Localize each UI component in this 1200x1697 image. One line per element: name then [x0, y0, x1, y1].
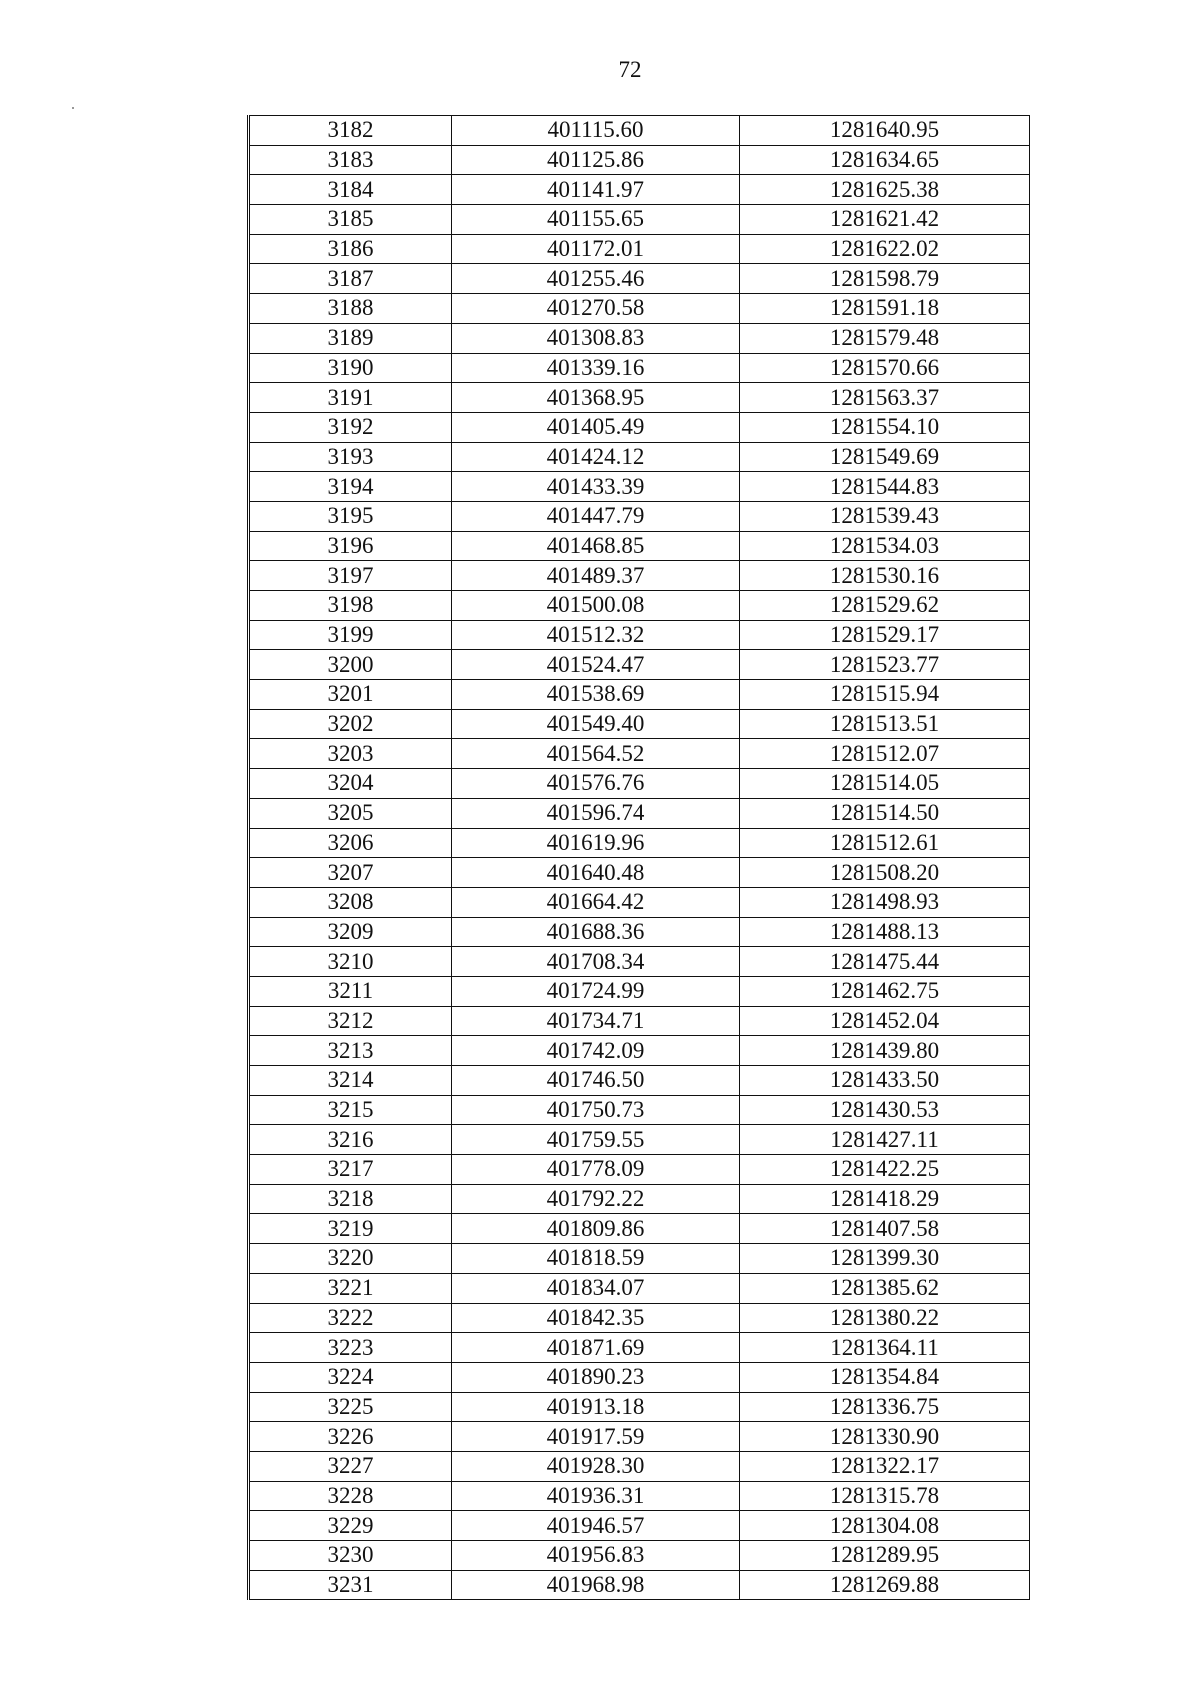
table-row [249, 709, 1030, 739]
table-row [249, 1392, 1030, 1422]
table-row [249, 1511, 1030, 1541]
y-coordinate-cell: 1281539.43 [740, 501, 1030, 531]
x-coordinate-cell: 401842.35 [452, 1303, 740, 1333]
table-row [249, 294, 1030, 324]
y-coordinate-cell: 1281549.69 [740, 442, 1030, 472]
y-coordinate-cell: 1281508.20 [740, 858, 1030, 888]
y-coordinate-cell: 1281418.29 [740, 1184, 1030, 1214]
y-coordinate-cell: 1281544.83 [740, 472, 1030, 502]
x-coordinate-cell: 401339.16 [452, 353, 740, 383]
point-number-cell: 3204 [249, 769, 452, 799]
x-coordinate-cell: 401447.79 [452, 501, 740, 531]
x-coordinate-cell: 401405.49 [452, 412, 740, 442]
point-number-cell: 3205 [249, 798, 452, 828]
point-number-cell: 3192 [249, 412, 452, 442]
table-row [249, 1155, 1030, 1185]
x-coordinate-cell: 401809.86 [452, 1214, 740, 1244]
table-row [249, 1451, 1030, 1481]
y-coordinate-cell: 1281380.22 [740, 1303, 1030, 1333]
point-number-cell: 3231 [249, 1570, 452, 1600]
table-row [249, 917, 1030, 947]
point-number-cell: 3224 [249, 1362, 452, 1392]
point-number-cell: 3188 [249, 294, 452, 324]
point-number-cell: 3211 [249, 976, 452, 1006]
table-row [249, 264, 1030, 294]
x-coordinate-cell: 401688.36 [452, 917, 740, 947]
y-coordinate-cell: 1281598.79 [740, 264, 1030, 294]
table-row [249, 1570, 1030, 1600]
point-number-cell: 3185 [249, 205, 452, 235]
table-row [249, 1184, 1030, 1214]
y-coordinate-cell: 1281579.48 [740, 323, 1030, 353]
y-coordinate-cell: 1281591.18 [740, 294, 1030, 324]
coordinates-table-body [249, 116, 1030, 1600]
point-number-cell: 3184 [249, 175, 452, 205]
point-number-cell: 3197 [249, 561, 452, 591]
table-row [249, 1541, 1030, 1571]
y-coordinate-cell: 1281364.11 [740, 1333, 1030, 1363]
point-number-cell: 3198 [249, 591, 452, 621]
y-coordinate-cell: 1281452.04 [740, 1006, 1030, 1036]
table-row [249, 205, 1030, 235]
point-number-cell: 3229 [249, 1511, 452, 1541]
x-coordinate-cell: 401538.69 [452, 680, 740, 710]
x-coordinate-cell: 401308.83 [452, 323, 740, 353]
point-number-cell: 3195 [249, 501, 452, 531]
table-row [249, 1244, 1030, 1274]
table-row [249, 1422, 1030, 1452]
point-number-cell: 3202 [249, 709, 452, 739]
table-row [249, 1214, 1030, 1244]
x-coordinate-cell: 401708.34 [452, 947, 740, 977]
y-coordinate-cell: 1281515.94 [740, 680, 1030, 710]
table-row [249, 1362, 1030, 1392]
y-coordinate-cell: 1281554.10 [740, 412, 1030, 442]
y-coordinate-cell: 1281488.13 [740, 917, 1030, 947]
y-coordinate-cell: 1281529.62 [740, 591, 1030, 621]
y-coordinate-cell: 1281399.30 [740, 1244, 1030, 1274]
x-coordinate-cell: 401500.08 [452, 591, 740, 621]
y-coordinate-cell: 1281322.17 [740, 1451, 1030, 1481]
y-coordinate-cell: 1281462.75 [740, 976, 1030, 1006]
x-coordinate-cell: 401742.09 [452, 1036, 740, 1066]
y-coordinate-cell: 1281529.17 [740, 620, 1030, 650]
y-coordinate-cell: 1281640.95 [740, 116, 1030, 146]
point-number-cell: 3217 [249, 1155, 452, 1185]
point-number-cell: 3206 [249, 828, 452, 858]
x-coordinate-cell: 401125.86 [452, 145, 740, 175]
y-coordinate-cell: 1281269.88 [740, 1570, 1030, 1600]
x-coordinate-cell: 401750.73 [452, 1095, 740, 1125]
point-number-cell: 3219 [249, 1214, 452, 1244]
x-coordinate-cell: 401928.30 [452, 1451, 740, 1481]
point-number-cell: 3226 [249, 1422, 452, 1452]
point-number-cell: 3218 [249, 1184, 452, 1214]
y-coordinate-cell: 1281289.95 [740, 1541, 1030, 1571]
point-number-cell: 3225 [249, 1392, 452, 1422]
x-coordinate-cell: 401115.60 [452, 116, 740, 146]
table-row [249, 1333, 1030, 1363]
table-row [249, 323, 1030, 353]
table-row [249, 501, 1030, 531]
y-coordinate-cell: 1281634.65 [740, 145, 1030, 175]
y-coordinate-cell: 1281512.07 [740, 739, 1030, 769]
x-coordinate-cell: 401734.71 [452, 1006, 740, 1036]
point-number-cell: 3221 [249, 1273, 452, 1303]
table-row [249, 769, 1030, 799]
table-row [249, 591, 1030, 621]
point-number-cell: 3199 [249, 620, 452, 650]
y-coordinate-cell: 1281523.77 [740, 650, 1030, 680]
x-coordinate-cell: 401759.55 [452, 1125, 740, 1155]
point-number-cell: 3216 [249, 1125, 452, 1155]
x-coordinate-cell: 401564.52 [452, 739, 740, 769]
point-number-cell: 3183 [249, 145, 452, 175]
table-row [249, 1036, 1030, 1066]
point-number-cell: 3213 [249, 1036, 452, 1066]
point-number-cell: 3220 [249, 1244, 452, 1274]
point-number-cell: 3212 [249, 1006, 452, 1036]
table-row [249, 145, 1030, 175]
x-coordinate-cell: 401596.74 [452, 798, 740, 828]
x-coordinate-cell: 401724.99 [452, 976, 740, 1006]
x-coordinate-cell: 401956.83 [452, 1541, 740, 1571]
y-coordinate-cell: 1281514.50 [740, 798, 1030, 828]
table-row [249, 798, 1030, 828]
x-coordinate-cell: 401468.85 [452, 531, 740, 561]
x-coordinate-cell: 401890.23 [452, 1362, 740, 1392]
x-coordinate-cell: 401664.42 [452, 887, 740, 917]
x-coordinate-cell: 401946.57 [452, 1511, 740, 1541]
point-number-cell: 3223 [249, 1333, 452, 1363]
scan-speck [72, 107, 74, 109]
table-row [249, 472, 1030, 502]
y-coordinate-cell: 1281315.78 [740, 1481, 1030, 1511]
point-number-cell: 3214 [249, 1066, 452, 1096]
point-number-cell: 3207 [249, 858, 452, 888]
y-coordinate-cell: 1281427.11 [740, 1125, 1030, 1155]
point-number-cell: 3227 [249, 1451, 452, 1481]
coordinates-table [247, 115, 1030, 1600]
y-coordinate-cell: 1281354.84 [740, 1362, 1030, 1392]
x-coordinate-cell: 401172.01 [452, 234, 740, 264]
y-coordinate-cell: 1281433.50 [740, 1066, 1030, 1096]
x-coordinate-cell: 401549.40 [452, 709, 740, 739]
table-row [249, 1481, 1030, 1511]
y-coordinate-cell: 1281498.93 [740, 887, 1030, 917]
point-number-cell: 3228 [249, 1481, 452, 1511]
table-row [249, 887, 1030, 917]
point-number-cell: 3230 [249, 1541, 452, 1571]
table-row [249, 976, 1030, 1006]
table-row [249, 680, 1030, 710]
point-number-cell: 3209 [249, 917, 452, 947]
table-row [249, 561, 1030, 591]
table-row [249, 1006, 1030, 1036]
x-coordinate-cell: 401778.09 [452, 1155, 740, 1185]
y-coordinate-cell: 1281330.90 [740, 1422, 1030, 1452]
page-number: 72 [618, 57, 642, 82]
x-coordinate-cell: 401913.18 [452, 1392, 740, 1422]
y-coordinate-cell: 1281534.03 [740, 531, 1030, 561]
y-coordinate-cell: 1281336.75 [740, 1392, 1030, 1422]
y-coordinate-cell: 1281530.16 [740, 561, 1030, 591]
point-number-cell: 3215 [249, 1095, 452, 1125]
y-coordinate-cell: 1281475.44 [740, 947, 1030, 977]
table-row [249, 442, 1030, 472]
table-row [249, 175, 1030, 205]
table-row [249, 739, 1030, 769]
point-number-cell: 3210 [249, 947, 452, 977]
y-coordinate-cell: 1281422.25 [740, 1155, 1030, 1185]
x-coordinate-cell: 401619.96 [452, 828, 740, 858]
y-coordinate-cell: 1281385.62 [740, 1273, 1030, 1303]
y-coordinate-cell: 1281513.51 [740, 709, 1030, 739]
point-number-cell: 3201 [249, 680, 452, 710]
table-row [249, 383, 1030, 413]
table-row [249, 1273, 1030, 1303]
point-number-cell: 3200 [249, 650, 452, 680]
point-number-cell: 3194 [249, 472, 452, 502]
x-coordinate-cell: 401576.76 [452, 769, 740, 799]
table-row [249, 116, 1030, 146]
point-number-cell: 3222 [249, 1303, 452, 1333]
y-coordinate-cell: 1281512.61 [740, 828, 1030, 858]
y-coordinate-cell: 1281625.38 [740, 175, 1030, 205]
x-coordinate-cell: 401512.32 [452, 620, 740, 650]
x-coordinate-cell: 401792.22 [452, 1184, 740, 1214]
x-coordinate-cell: 401155.65 [452, 205, 740, 235]
x-coordinate-cell: 401141.97 [452, 175, 740, 205]
y-coordinate-cell: 1281514.05 [740, 769, 1030, 799]
x-coordinate-cell: 401270.58 [452, 294, 740, 324]
table-row [249, 858, 1030, 888]
y-coordinate-cell: 1281570.66 [740, 353, 1030, 383]
point-number-cell: 3182 [249, 116, 452, 146]
table-row [249, 947, 1030, 977]
table-row [249, 353, 1030, 383]
x-coordinate-cell: 401424.12 [452, 442, 740, 472]
y-coordinate-cell: 1281439.80 [740, 1036, 1030, 1066]
point-number-cell: 3189 [249, 323, 452, 353]
point-number-cell: 3187 [249, 264, 452, 294]
point-number-cell: 3203 [249, 739, 452, 769]
table-row [249, 412, 1030, 442]
table-row [249, 234, 1030, 264]
table-row [249, 650, 1030, 680]
x-coordinate-cell: 401834.07 [452, 1273, 740, 1303]
point-number-cell: 3196 [249, 531, 452, 561]
table-row [249, 620, 1030, 650]
x-coordinate-cell: 401968.98 [452, 1570, 740, 1600]
x-coordinate-cell: 401871.69 [452, 1333, 740, 1363]
y-coordinate-cell: 1281304.08 [740, 1511, 1030, 1541]
table-row [249, 1303, 1030, 1333]
point-number-cell: 3190 [249, 353, 452, 383]
table-row [249, 1066, 1030, 1096]
x-coordinate-cell: 401524.47 [452, 650, 740, 680]
x-coordinate-cell: 401746.50 [452, 1066, 740, 1096]
table-row [249, 1095, 1030, 1125]
table-row [249, 1125, 1030, 1155]
x-coordinate-cell: 401917.59 [452, 1422, 740, 1452]
x-coordinate-cell: 401433.39 [452, 472, 740, 502]
table-row [249, 531, 1030, 561]
x-coordinate-cell: 401489.37 [452, 561, 740, 591]
x-coordinate-cell: 401640.48 [452, 858, 740, 888]
y-coordinate-cell: 1281621.42 [740, 205, 1030, 235]
point-number-cell: 3186 [249, 234, 452, 264]
y-coordinate-cell: 1281563.37 [740, 383, 1030, 413]
point-number-cell: 3208 [249, 887, 452, 917]
x-coordinate-cell: 401936.31 [452, 1481, 740, 1511]
x-coordinate-cell: 401818.59 [452, 1244, 740, 1274]
y-coordinate-cell: 1281622.02 [740, 234, 1030, 264]
y-coordinate-cell: 1281430.53 [740, 1095, 1030, 1125]
x-coordinate-cell: 401368.95 [452, 383, 740, 413]
x-coordinate-cell: 401255.46 [452, 264, 740, 294]
point-number-cell: 3191 [249, 383, 452, 413]
point-number-cell: 3193 [249, 442, 452, 472]
y-coordinate-cell: 1281407.58 [740, 1214, 1030, 1244]
table-row [249, 828, 1030, 858]
